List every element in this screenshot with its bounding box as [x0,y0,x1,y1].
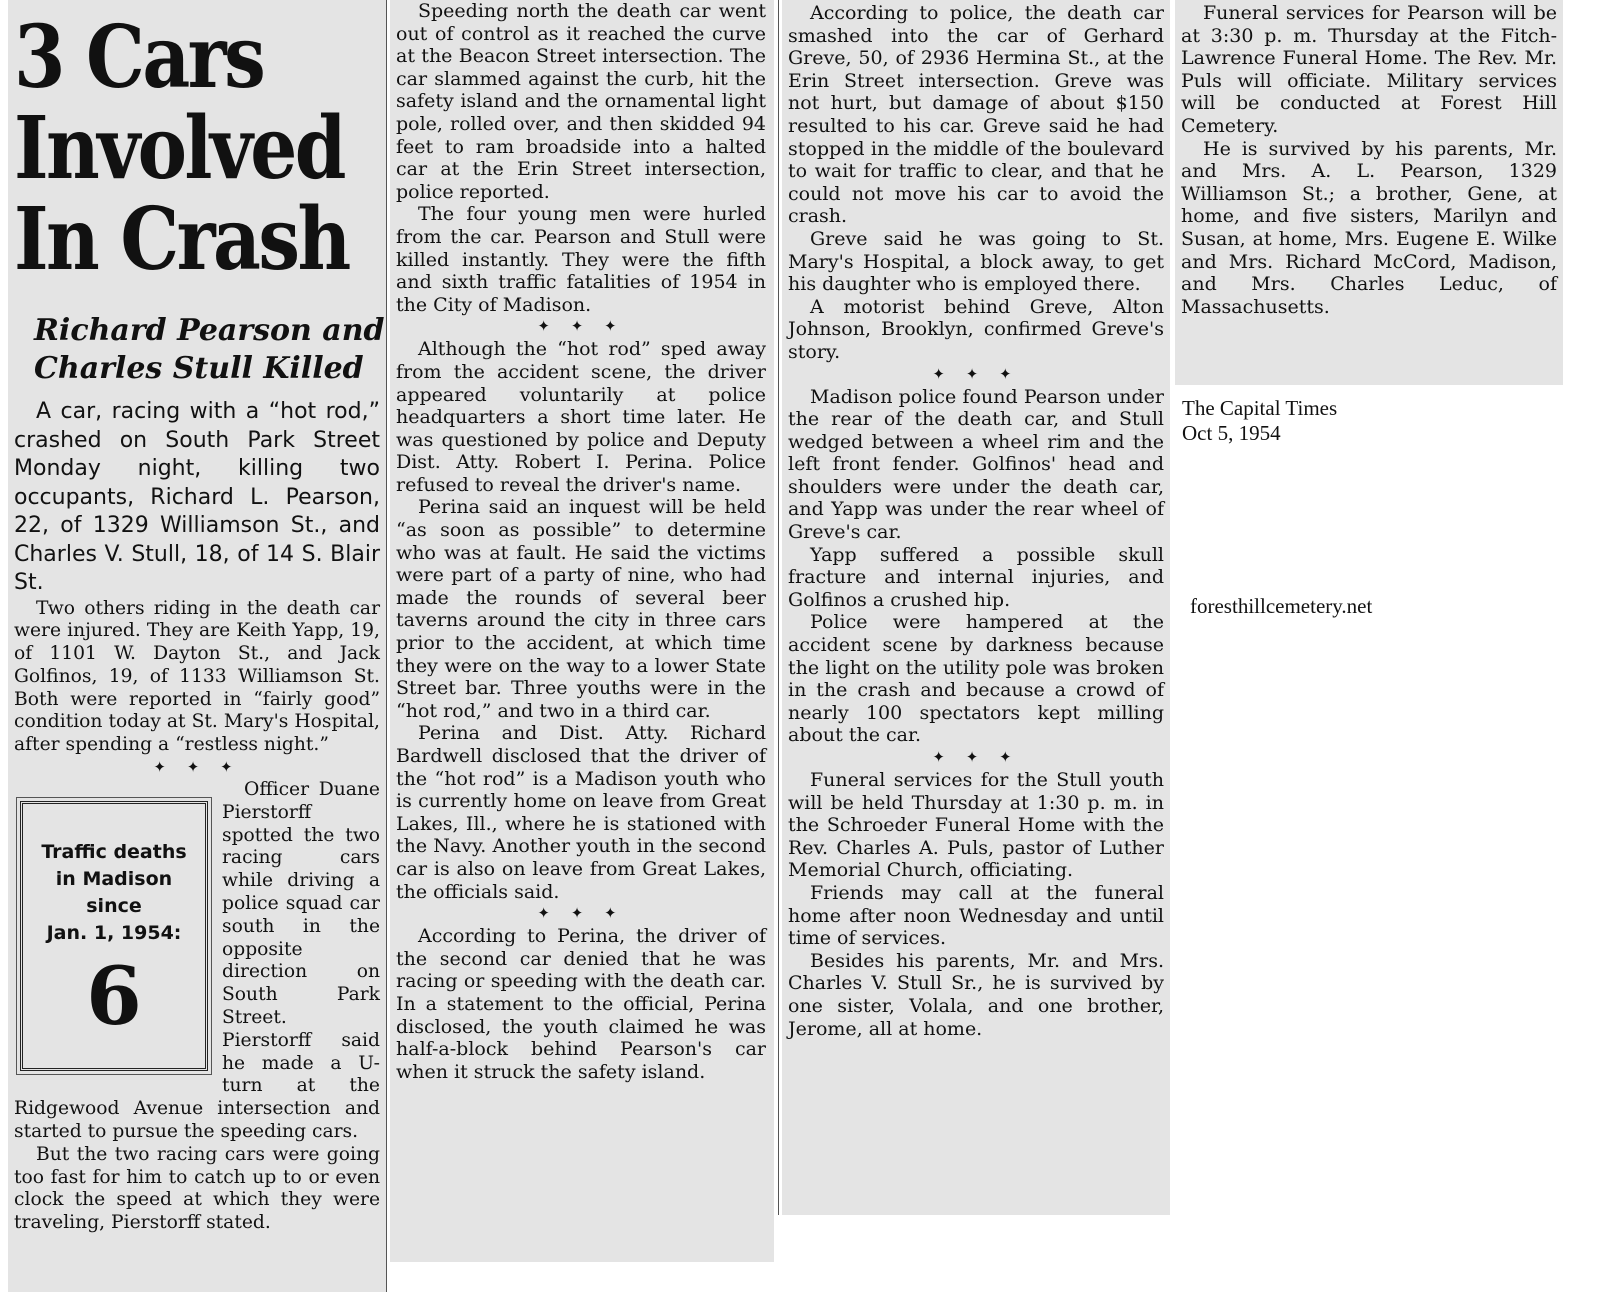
paragraph: But the two racing cars were going too fast for him to catch up to or even clock the speed at which they were traveling, Pierstorff stated. [14,1143,380,1234]
separator-stars: ✦ ✦ ✦ [932,748,1020,766]
source-publication: The Capital Times [1182,396,1338,420]
paragraph: Madison police found Pearson under the rear of the death car, and Stull wedged between a wheel rim and the left front fender. Golfinos' head and shoulders were under the death car, and Yapp was under the rear wheel of Greve's car. [788,385,1164,544]
paragraph: Greve said he was going to St. Mary's Hospital, a block away, to get his daughter who is employed there. [788,227,1164,296]
paragraph: Officer Duane Pierstorff spotted the two racing cars while driving a police squad car south in the opposite direction on South Park Street. Pierstorff said he made a U-turn at the Ridgewood Avenue intersection and started to pursue the speeding cars. [14,779,380,1143]
paragraph: A motorist behind Greve, Alton Johnson, Brooklyn, confirmed Greve's story. [788,295,1164,363]
website-credit: foresthillcemetery.net [1190,594,1373,618]
source-caption [1182,396,1337,446]
paragraph: Besides his parents, Mr. and Mrs. Charles V. Stull Sr., he is survived by one sister, Volala, and one brother, Jerome, all at home. [788,949,1164,1040]
paragraph: Although the “hot rod” sped away from the accident scene, the driver appeared voluntarily at police headquarters a short time later. He was questioned by police and Deputy Dist. Atty. Robert I. Perina. Police refused to reveal the driver's name. [396,338,766,496]
paragraph: Speeding north the death car went out of control as it reached the curve at the Beacon Street intersection. The car slammed against the curb, hit the safety island and the ornamental light pole, rolled over, and then skidded 94 feet to ram broadside into a halted car at the Erin Street intersection, police reported. [396,0,766,203]
paragraph: Police were hampered at the accident scene by darkness because the light on the utility pole was broken in the crash and because a crowd of nearly 100 spectators kept milling about the car. [788,611,1164,747]
headline-line-3: In Crash [14,189,349,290]
paragraph: Yapp suffered a possible skull fracture and internal injuries, and Golfinos a crushed hip. [788,543,1164,611]
subhead-line-1: Richard Pearson and [34,313,385,348]
paragraph: According to Perina, the driver of the second car denied that he was racing or speeding with the death car. In a statement to the official, Perina disclosed, the youth claimed he was half-a-block behind Pearson's car when it struck the safety island. [396,925,766,1083]
separator-stars: ✦ ✦ ✦ [537,317,625,336]
paragraph: Funeral services for the Stull youth will be held Thursday at 1:30 p. m. in the Schroeder Funeral Home with the Rev. Charles A. Puls, pastor of Luther Memorial Church, officiating. [788,769,1164,882]
headline [14,7,349,290]
headline-line-2: Involved [14,98,344,199]
lead-paragraph [14,398,380,598]
paragraph: He is survived by his parents, Mr. and Mrs. A. L. Pearson, 1329 Williamson St.; a brother, Gene, at home, and five sisters, Marilyn and Susan, at home, Mrs. Eugene E. Wilke and Mrs. Richard McCord, Madison, and Mrs. Charles Leduc, of Massachusetts. [1181,137,1557,318]
headline-line-1: 3 Cars [14,7,264,108]
paragraph: Two others riding in the death car were injured. They are Keith Yapp, 19, of 1101 W. Dayton St., and Jack Golfinos, 19, of 1133 Williamson St. Both were reported in “fairly good” condition today at St. Mary's Hospital, after spending a “restless night.” [14,597,380,756]
paragraph: The four young men were hurled from the car. Pearson and Stull were killed instantly. They were the fifth and sixth traffic fatalities of 1954 in the City of Madison. [396,203,766,316]
separator-stars: ✦ ✦ ✦ [153,758,241,777]
subhead-line-2: Charles Stull Killed [34,351,364,386]
lead-text: A car, racing with a “hot rod,” crashed on South Park Street Monday night, killing two occupants, Richard L. Pearson, 22, of 1329 Williamson St., and Charles V. Stull, 18, of 14 S. Blair St. [14,399,380,595]
paragraph: Funeral services for Pearson will be at 3:30 p. m. Thursday at the Fitch-Lawrence Funeral Home. The Rev. Mr. Puls will officiate. Military services will be conducted at Forest Hill Cemetery. [1181,2,1557,137]
traffic-deaths-box [20,801,208,1071]
article-column-1 [8,0,386,1292]
article-column-4 [1175,0,1563,385]
paragraph: According to police, the death car smashed into the car of Gerhard Greve, 50, of 2936 Hermina St., at the Erin Street intersection. Greve was not hurt, but damage of about $150 resulted to his car. Greve said he had stopped in the middle of the boulevard to wait for traffic to clear, and that he could not move his car to avoid the crash. [788,2,1164,228]
column-rule [778,0,779,1215]
paragraph: Friends may call at the funeral home after noon Wednesday and until time of services. [788,881,1164,950]
paragraph: Perina and Dist. Atty. Richard Bardwell disclosed that the driver of the “hot rod” is a Madison youth who is currently home on leave from Great Lakes, Ill., where he is stationed with the Navy. Another youth in the second car is also on leave from Great Lakes, the officials said. [396,722,766,903]
article-column-2 [390,0,774,1262]
paragraph: Perina said an inquest will be held “as soon as possible” to determine who was at fault. He said the victims were part of a party of nine, who had made the rounds of several beer taverns around the city in three cars prior to the accident, at which time they were on the way to a lower State Street bar. Three youths were in the “hot rod,” and two in a third car. [396,496,766,722]
traffic-deaths-count: 6 [86,949,142,1044]
separator-stars: ✦ ✦ ✦ [537,904,625,923]
separator-stars: ✦ ✦ ✦ [932,364,1020,383]
column-rule [386,0,387,1292]
article-column-3 [782,0,1170,1215]
subheadline [34,312,385,388]
source-date: Oct 5, 1954 [1182,421,1281,445]
traffic-deaths-label: Traffic deaths in Madison since Jan. 1, 1954: [41,841,187,945]
